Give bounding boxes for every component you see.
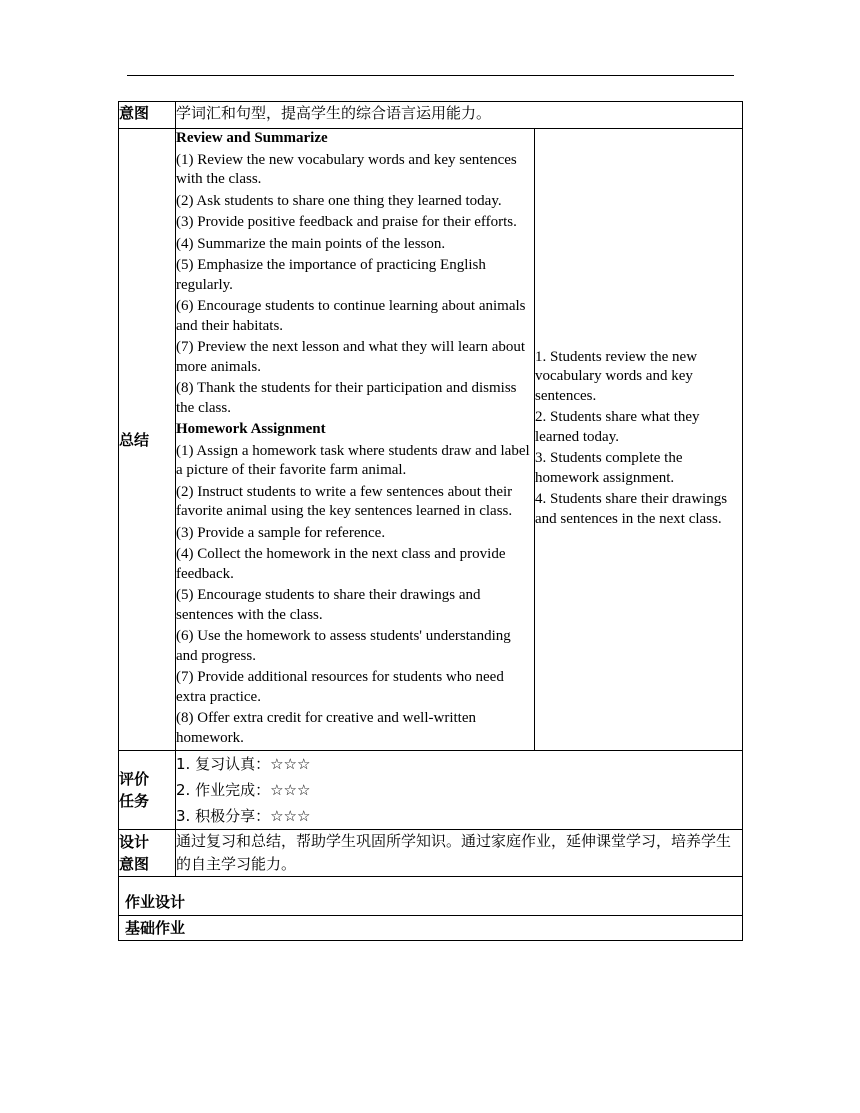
intent-label: 意图	[119, 102, 176, 129]
design-intent-text: 通过复习和总结，帮助学生巩固所学知识。通过家庭作业，延伸课堂学习，培养学生的自主学习能力。	[176, 830, 743, 877]
summary-label: 总结	[119, 129, 176, 751]
list-item: (2) Instruct students to write a few sentences about their favorite animal using the key sentences learned in class.	[176, 483, 513, 519]
design-intent-label-line2: 意图	[119, 855, 150, 873]
list-item: 1. Students review the new vocabulary words and key sentences.	[535, 348, 698, 404]
list-item: (1) Review the new vocabulary words and key sentences with the class.	[176, 151, 517, 187]
section-heading: Review and Summarize	[176, 130, 328, 146]
list-item: (2) Ask students to share one thing they learned today.	[176, 192, 502, 209]
list-item: (4) Collect the homework in the next class and provide feedback.	[176, 546, 506, 582]
basic-homework-row	[119, 916, 743, 941]
design-intent-label	[119, 830, 176, 877]
homework-design-row	[119, 877, 743, 916]
list-item: 2. Students share what they learned today.	[535, 409, 700, 445]
lesson-plan-table	[118, 101, 743, 941]
list-item: (3) Provide a sample for reference.	[176, 524, 386, 541]
list-item: (7) Provide additional resources for students who need extra practice.	[176, 669, 504, 705]
list-item: (6) Encourage students to continue learning about animals and their habitats.	[176, 298, 526, 334]
summary-row	[119, 129, 743, 751]
list-item: (3) Provide positive feedback and praise for their efforts.	[176, 214, 517, 230]
list-item: (4) Summarize the main points of the lesson.	[176, 235, 446, 252]
design-intent-row	[119, 830, 743, 877]
list-item: (8) Offer extra credit for creative and well-written homework.	[176, 710, 476, 746]
list-item: (5) Encourage students to share their drawings and sentences with the class.	[176, 587, 481, 623]
teacher-activities-cell	[176, 129, 535, 751]
evaluation-tasks-cell	[176, 751, 743, 830]
evaluation-label-line1: 评价	[119, 770, 150, 788]
design-intent-label-line1: 设计	[119, 833, 150, 851]
list-item: (6) Use the homework to assess students' understanding and progress.	[176, 628, 511, 664]
basic-homework-title: 基础作业	[119, 916, 743, 941]
homework-design-title: 作业设计	[119, 877, 743, 916]
evaluation-label	[119, 751, 176, 830]
section-heading: Homework Assignment	[176, 421, 326, 437]
list-item: (8) Thank the students for their participation and dismiss the class.	[176, 380, 517, 416]
list-item: 3. 积极分享：☆☆☆	[176, 807, 311, 825]
list-item: (7) Preview the next lesson and what they will learn about more animals.	[176, 339, 526, 375]
list-item: 1. 复习认真：☆☆☆	[176, 755, 311, 773]
evaluation-row	[119, 751, 743, 830]
evaluation-label-line2: 任务	[119, 792, 150, 810]
student-activities-cell	[535, 129, 743, 751]
list-item: 3. Students complete the homework assignment.	[535, 450, 683, 486]
intent-text: 学词汇和句型，提高学生的综合语言运用能力。	[176, 102, 743, 129]
intent-continued-row	[119, 102, 743, 129]
list-item: 4. Students share their drawings and sentences in the next class.	[535, 491, 728, 527]
header-rule	[127, 75, 734, 76]
list-item: (5) Emphasize the importance of practicing English regularly.	[176, 257, 486, 293]
list-item: (1) Assign a homework task where students draw and label a picture of their favorite farm animal.	[176, 442, 530, 478]
list-item: 2. 作业完成：☆☆☆	[176, 781, 311, 799]
